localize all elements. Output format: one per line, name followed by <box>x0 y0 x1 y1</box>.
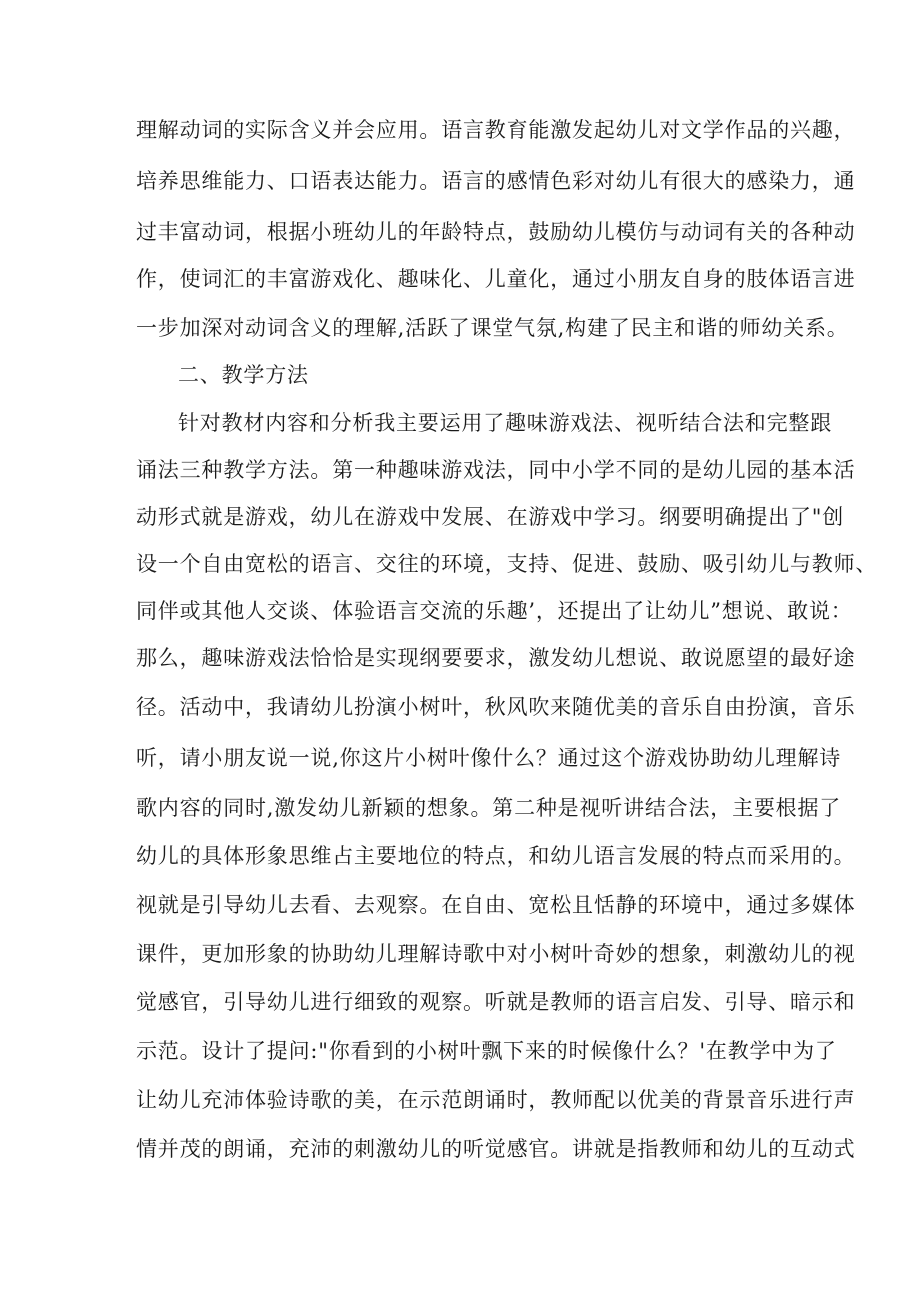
section-line-3: 动形式就是游戏，幼儿在游戏中发展、在游戏中学习。纲要明确提出了"创 <box>136 505 845 529</box>
section-line-9: 歌内容的同时,激发幼儿新颖的想象。第二种是视听讲结合法，主要根据了 <box>136 796 842 820</box>
section-line-6: 那么，趣味游戏法恰恰是实现纲要要求，激发幼儿想说、敢说愿望的最好途 <box>136 646 856 670</box>
section-line-8: 听，请小朋友说一说,你这片小树叶像什么？通过这个游戏协助幼儿理解诗 <box>136 746 842 770</box>
section-line-12: 课件，更加形象的协助幼儿理解诗歌中对小树叶奇妙的想象，刺激幼儿的视 <box>136 942 856 966</box>
paragraph-line-2: 培养思维能力、口语表达能力。语言的感情色彩对幼儿有很大的感染力，通 <box>136 169 856 193</box>
paragraph-line-3: 过丰富动词，根据小班幼儿的年龄特点，鼓励幼儿模仿与动词有关的各种动 <box>136 220 856 244</box>
section-line-7: 径。活动中，我请幼儿扮演小树叶，秋风吹来随优美的音乐自由扮演，音乐 <box>136 695 856 719</box>
section-line-1: 针对教材内容和分析我主要运用了趣味游戏法、视听结合法和完整跟 <box>178 411 832 435</box>
section-line-13: 觉感官，引导幼儿进行细致的观察。听就是教师的语言启发、引导、暗示和 <box>136 990 856 1014</box>
paragraph-line-4: 作，使词汇的丰富游戏化、趣味化、儿童化，通过小朋友自身的肢体语言进 <box>136 267 856 291</box>
paragraph-line-5: 一步加深对动词含义的理解,活跃了课堂气氛,构建了民主和谐的师幼关系。 <box>136 316 849 340</box>
section-line-14: 示范。设计了提问:"你看到的小树叶飘下来的时候像什么？'在教学中为了 <box>136 1039 837 1063</box>
section-line-4: 设一个自由宽松的语言、交往的环境，支持、促进、鼓励、吸引幼儿与教师、 <box>136 552 878 576</box>
section-line-16: 情并茂的朗诵，充沛的刺激幼儿的听觉感官。讲就是指教师和幼儿的互动式 <box>136 1137 856 1161</box>
section-line-2: 诵法三种教学方法。第一种趣味游戏法，同中小学不同的是幼儿园的基本活 <box>136 458 856 482</box>
section-heading: 二、教学方法 <box>178 363 309 387</box>
section-line-10: 幼儿的具体形象思维占主要地位的特点，和幼儿语言发展的特点而采用的。 <box>136 844 856 868</box>
section-line-15: 让幼儿充沛体验诗歌的美，在示范朗诵时，教师配以优美的背景音乐进行声 <box>136 1088 856 1112</box>
paragraph-line-1: 理解动词的实际含义并会应用。语言教育能激发起幼儿对文学作品的兴趣， <box>136 118 856 142</box>
section-line-11: 视就是引导幼儿去看、去观察。在自由、宽松且恬静的环境中，通过多媒体 <box>136 893 856 917</box>
section-line-5: 同伴或其他人交谈、体验语言交流的乐趣’，还提出了让幼儿”想说、敢说： <box>136 599 853 623</box>
